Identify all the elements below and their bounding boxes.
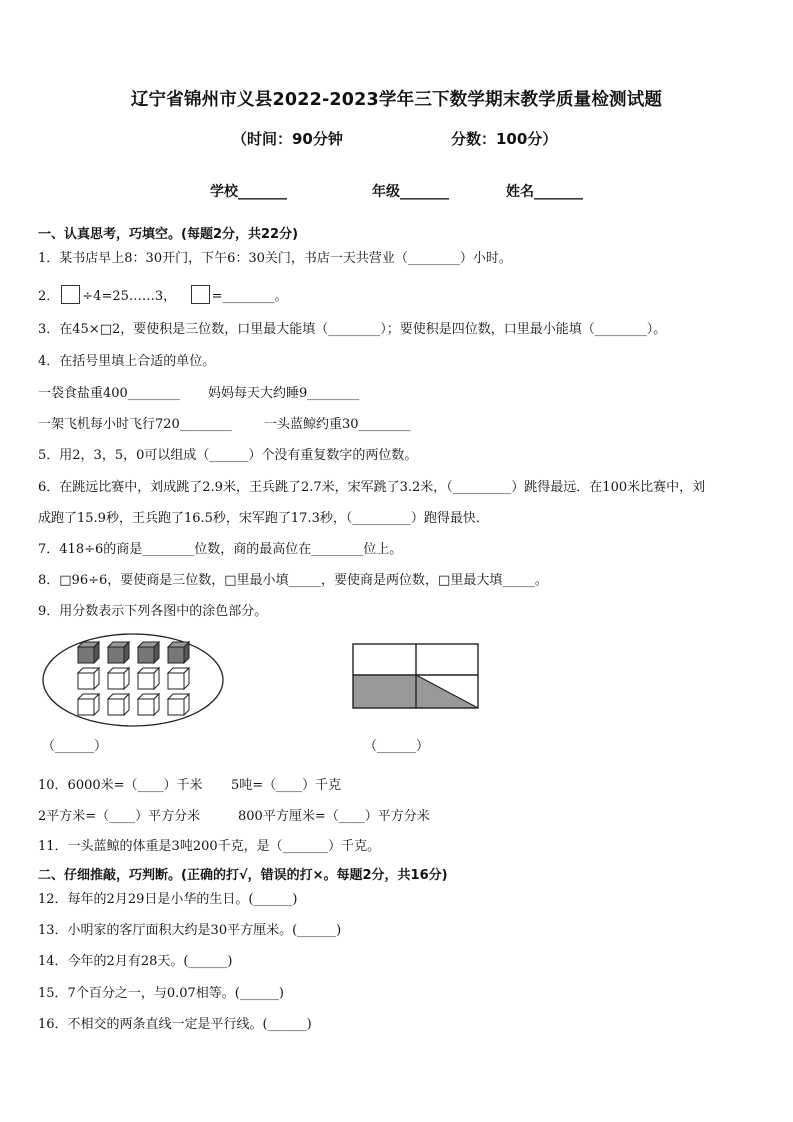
- question-6-line-1: 6．在跳远比赛中，刘成跳了2.9米，王兵跳了2.7米，宋军跳了3.2米，（_________）跳得最远．在100米比赛中，刘: [38, 480, 706, 495]
- question-9-answer-1[interactable]: （______）: [42, 739, 108, 754]
- cube: [138, 694, 159, 715]
- cube: [108, 694, 129, 715]
- shaded-cube: [108, 642, 129, 663]
- question-4a: 一袋食盐重400________: [38, 386, 180, 401]
- question-6-line-2: 成跑了15.9秒，王兵跑了16.5秒，宋军跑了17.3秒，（_________）跑得最快．: [38, 511, 489, 526]
- shaded-cube: [138, 642, 159, 663]
- shaded-cube: [78, 642, 99, 663]
- question-10c: 2平方米=（____）平方分米: [38, 809, 201, 824]
- question-2-middle: ÷4=25……3，: [82, 289, 177, 304]
- cube: [168, 694, 189, 715]
- blank-box[interactable]: [61, 285, 80, 304]
- cube-oval-figure: [40, 630, 230, 730]
- question-4c: 一架飞机每小时飞行720________: [38, 417, 232, 432]
- question-2: [38, 285, 287, 306]
- divided-rectangle-figure: [350, 642, 482, 712]
- question-3: 3．在45×□2，要使积是三位数，口里最大能填（________）；要使积是四位数，口里最小能填（________）。: [38, 322, 667, 337]
- cube: [168, 668, 189, 689]
- question-15: 15．7个百分之一，与0.07相等。(______): [38, 986, 284, 1001]
- cube-group: [78, 642, 189, 715]
- question-13: 13．小明家的客厅面积大约是30平方厘米。(______): [38, 923, 342, 938]
- question-4: 4．在括号里填上合适的单位。: [38, 354, 216, 369]
- grade-field[interactable]: 年级_______: [372, 184, 449, 200]
- question-11: 11．一头蓝鲸的体重是3吨200千克，是（_______）千克。: [38, 839, 381, 854]
- question-10a: 10．6000米=（____）千米: [38, 778, 203, 793]
- shaded-cube: [168, 642, 189, 663]
- question-7: 7．418÷6的商是________位数，商的最高位在________位上。: [38, 542, 403, 557]
- exam-time: （时间：90分钟: [232, 130, 343, 148]
- question-9-answer-2[interactable]: （______）: [364, 739, 430, 754]
- question-12: 12．每年的2月29日是小华的生日。(______): [38, 892, 298, 907]
- blank-box[interactable]: [191, 285, 210, 304]
- cube: [138, 668, 159, 689]
- question-2-number: 2．: [38, 289, 60, 304]
- question-5: 5．用2，3，5，0可以组成（______）个没有重复数字的两位数。: [38, 448, 418, 463]
- oval-outline: [43, 634, 223, 726]
- question-1: 1．某书店早上8：30开门，下午6：30关门，书店一天共营业（________）小时。: [38, 251, 512, 266]
- exam-score: 分数：100分）: [451, 130, 558, 148]
- question-10b: 5吨=（____）千克: [231, 778, 342, 793]
- cube: [108, 668, 129, 689]
- question-2-end: =________。: [211, 289, 288, 304]
- section1-heading: 一、认真思考，巧填空。(每题2分，共22分): [38, 227, 299, 242]
- cube: [78, 694, 99, 715]
- question-14: 14．今年的2月有28天。(______): [38, 954, 233, 969]
- question-4b: 妈妈每天大约睡9________: [208, 386, 360, 401]
- school-field[interactable]: 学校_______: [210, 184, 287, 200]
- question-8: 8．□96÷6，要使商是三位数，□里最小填_____，要使商是两位数，□里最大填_____。: [38, 573, 548, 588]
- question-16: 16．不相交的两条直线一定是平行线。(______): [38, 1017, 312, 1032]
- name-field[interactable]: 姓名_______: [506, 184, 583, 200]
- question-4d: 一头蓝鲸约重30________: [264, 417, 411, 432]
- question-9: 9．用分数表示下列各图中的涂色部分。: [38, 604, 268, 619]
- question-10d: 800平方厘米=（____）平方分米: [238, 809, 430, 824]
- cube: [78, 668, 99, 689]
- shaded-left-cell: [353, 675, 416, 708]
- section2-heading: 二、仔细推敲，巧判断。(正确的打√，错误的打×。每题2分，共16分): [38, 868, 448, 883]
- page-title: 辽宁省锦州市义县2022-2023学年三下数学期末教学质量检测试题: [130, 90, 663, 110]
